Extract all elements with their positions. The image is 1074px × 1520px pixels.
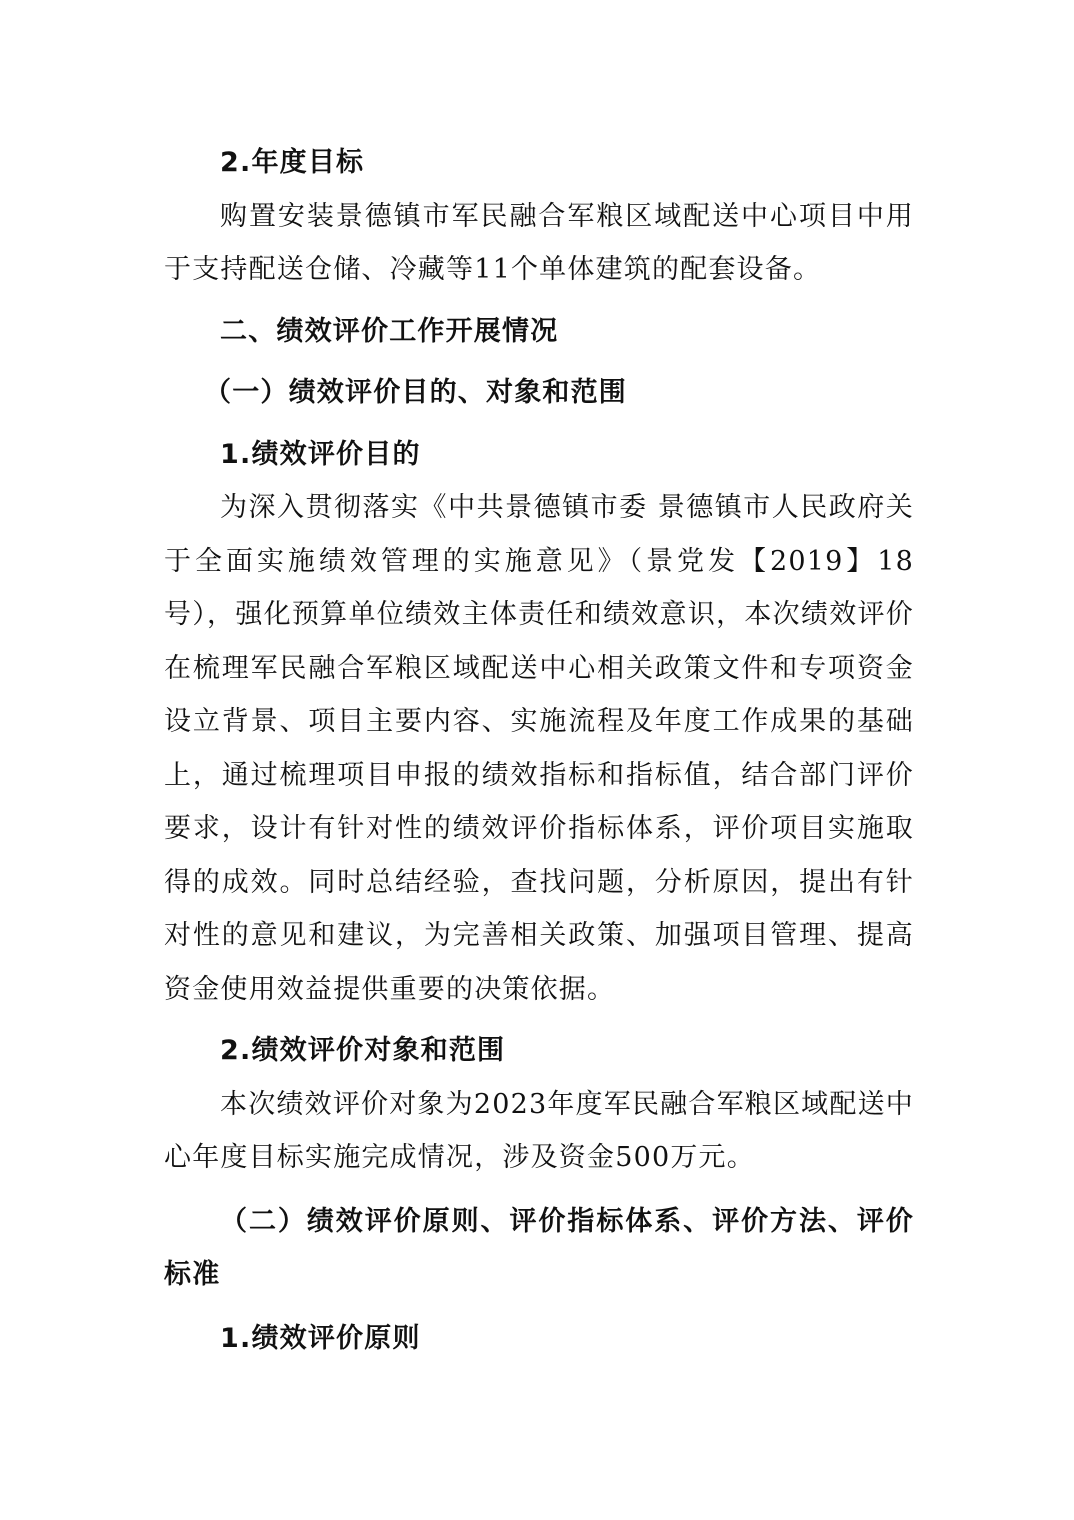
document-body xyxy=(164,136,914,1365)
paragraph-evaluation-purpose: 为深入贯彻落实《中共景德镇市委 景德镇市人民政府关于全面实施绩效管理的实施意见》（景党发【2019】18号），强化预算单位绩效主体责任和绩效意识，本次绩效评价在梳理军民融合军粮区域配送中心相关政策文件和专项资金设立背景、项目主要内容、实施流程及年度工作成果的基础上，通过梳理项目申报的绩效指标和指标值，结合部门评价要求，设计有针对性的绩效评价指标体系，评价项目实施取得的成效。同时总结经验，查找问题，分析原因，提出有针对性的意见和建议，为完善相关政策、加强项目管理、提高资金使用效益提供重要的决策依据。 xyxy=(164,492,914,1005)
item-heading-evaluation-purpose: 1.绩效评价目的 xyxy=(220,438,421,470)
chapter-heading-evaluation-work: 二、绩效评价工作开展情况 xyxy=(220,315,559,347)
section-annual-goal-heading: 2.年度目标 xyxy=(220,147,365,178)
subsection-heading-principles-indicators-methods: （二）绩效评价原则、评价指标体系、评价方法、评价标准 xyxy=(164,1205,914,1290)
paragraph-evaluation-object-scope: 本次绩效评价对象为2023年度军民融合军粮区域配送中心年度目标实施完成情况，涉及资金500万元。 xyxy=(164,1088,914,1173)
item-heading-evaluation-object-scope: 2.绩效评价对象和范围 xyxy=(220,1035,506,1066)
item-heading-evaluation-principles: 1.绩效评价原则 xyxy=(220,1322,421,1354)
section-annual-goal-paragraph: 购置安装景德镇市军民融合军粮区域配送中心项目中用于支持配送仓储、冷藏等11个单体建筑的配套设备。 xyxy=(164,200,914,285)
subsection-heading-purpose-object-scope: （一）绩效评价目的、对象和范围 xyxy=(204,377,627,408)
